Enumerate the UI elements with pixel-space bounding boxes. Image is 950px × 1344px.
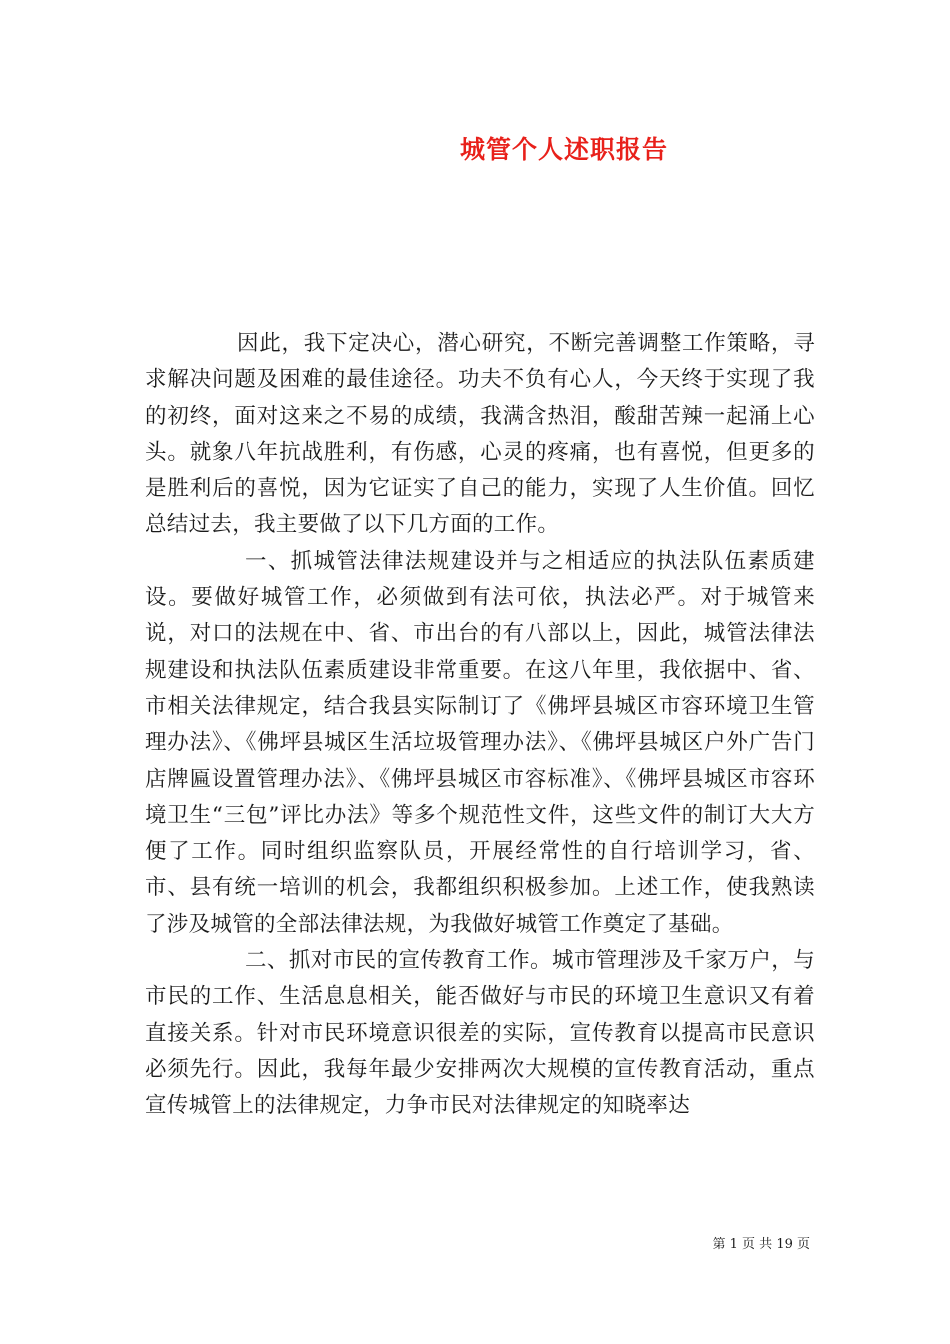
paragraph-section-2: 二、抓对市民的宣传教育工作。城市管理涉及千家万户，与市民的工作、生活息息相关，能否做好与市民的环境卫生意识又有着直接关系。针对市民环境意识很差的实际，宣传教育以提高市民意识必须先行。因此，我每年最少安排两次大规模的宣传教育活动，重点宣传城管上的法律规定，力争市民对法律规定的知晓率达 — [145, 948, 815, 1119]
page-number: 第 1 页 共 19 页 — [712, 1237, 810, 1252]
paragraph-section-1: 一、抓城管法律法规建设并与之相适应的执法队伍素质建设。要做好城管工作，必须做到有法可依，执法必严。对于城管来说，对口的法规在中、省、市出台的有八部以上，因此，城管法律法规建设和执法队伍素质建设非常重要。在这八年里，我依据中、省、市相关法律规定，结合我县实际制订了《佛坪县城区市容环境卫生管理办法》、《佛坪县城区生活垃圾管理办法》、《佛坪县城区户外广告门店牌匾设置管理办法》、《佛坪县城区市容标准》、《佛坪县城区市容环境卫生“三包”评比办法》等多个规范性文件，这些文件的制订大大方便了工作。同时组织监察队员，开展经常性的自行培训学习，省、市、县有统一培训的机会，我都组织积极参加。上述工作，使我熟读了涉及城管的全部法律法规，为我做好城管工作奠定了基础。 — [145, 548, 815, 937]
paragraph-intro: 因此，我下定决心，潜心研究，不断完善调整工作策略，寻求解决问题及困难的最佳途径。功夫不负有心人，今天终于实现了我的初终，面对这来之不易的成绩，我满含热泪，酸甜苦辣一起涌上心头。就象八年抗战胜利，有伤感，心灵的疼痛，也有喜悦，但更多的是胜利后的喜悦，因为它证实了自己的能力，实现了人生价值。回忆总结过去，我主要做了以下几方面的工作。 — [145, 331, 815, 538]
document-title: 城管个人述职报告 — [459, 135, 668, 164]
document-body — [145, 326, 815, 1125]
